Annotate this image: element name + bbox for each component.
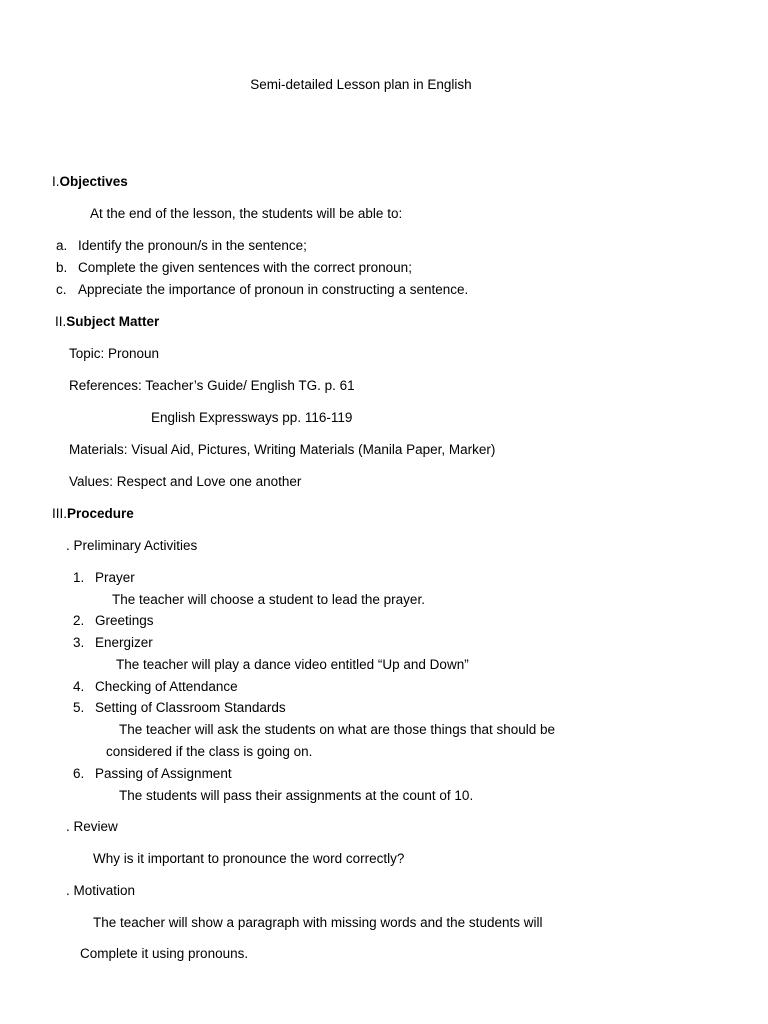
preliminary-activities-label: . Preliminary Activities [66, 538, 198, 553]
references-line-2: English Expressways pp. 116-119 [151, 410, 353, 425]
procedure-item-number: 5. [73, 700, 85, 715]
review-text: Why is it important to pronounce the word correctly? [93, 851, 405, 866]
procedure-item-number: 6. [73, 766, 85, 781]
objective-item: Appreciate the importance of pronoun in constructing a sentence. [78, 282, 469, 297]
section-title: Procedure [67, 506, 134, 521]
procedure-item-number: 4. [73, 679, 85, 694]
procedure-item-number: 2. [73, 613, 85, 628]
procedure-item-label: Setting of Classroom Standards [95, 700, 286, 715]
motivation-text-continued: Complete it using pronouns. [80, 946, 249, 961]
objectives-heading [52, 174, 128, 190]
objective-item: Identify the pronoun/s in the sentence; [78, 238, 307, 253]
procedure-item-label: Greetings [95, 613, 154, 628]
document-title: Semi-detailed Lesson plan in English [250, 77, 472, 92]
procedure-item-number: 1. [73, 570, 85, 585]
section-title: Subject Matter [66, 314, 160, 329]
objective-item: Complete the given sentences with the correct pronoun; [78, 260, 412, 275]
objectives-intro: At the end of the lesson, the students will be able to: [90, 206, 403, 221]
values-line: Values: Respect and Love one another [69, 474, 302, 489]
section-number: I. [52, 174, 60, 189]
procedure-item-detail: The students will pass their assignments at the count of 10. [119, 788, 474, 803]
topic-line: Topic: Pronoun [69, 346, 160, 361]
procedure-item-label: Prayer [95, 570, 135, 585]
procedure-item-label: Checking of Attendance [95, 679, 238, 694]
review-label: . Review [66, 819, 118, 834]
procedure-item-detail: The teacher will choose a student to lead the prayer. [112, 592, 425, 607]
procedure-item-label: Energizer [95, 635, 153, 650]
motivation-text: The teacher will show a paragraph with missing words and the students will [93, 915, 543, 930]
objective-marker: b. [56, 260, 68, 275]
procedure-item-number: 3. [73, 635, 85, 650]
procedure-item-detail-continued: considered if the class is going on. [106, 744, 313, 759]
section-title: Objectives [59, 174, 128, 189]
section-number: III. [52, 506, 68, 521]
procedure-item-detail: The teacher will play a dance video entitled “Up and Down” [116, 657, 469, 672]
procedure-item-detail: The teacher will ask the students on what are those things that should be [119, 722, 556, 737]
procedure-heading [52, 506, 134, 522]
section-number: II. [55, 314, 67, 329]
references-line: References: Teacher’s Guide/ English TG. p. 61 [69, 378, 355, 393]
subject-matter-heading [55, 314, 159, 330]
materials-line: Materials: Visual Aid, Pictures, Writing Materials (Manila Paper, Marker) [69, 442, 496, 457]
objective-marker: c. [56, 282, 67, 297]
motivation-label: . Motivation [66, 883, 136, 898]
procedure-item-label: Passing of Assignment [95, 766, 232, 781]
objective-marker: a. [56, 238, 68, 253]
